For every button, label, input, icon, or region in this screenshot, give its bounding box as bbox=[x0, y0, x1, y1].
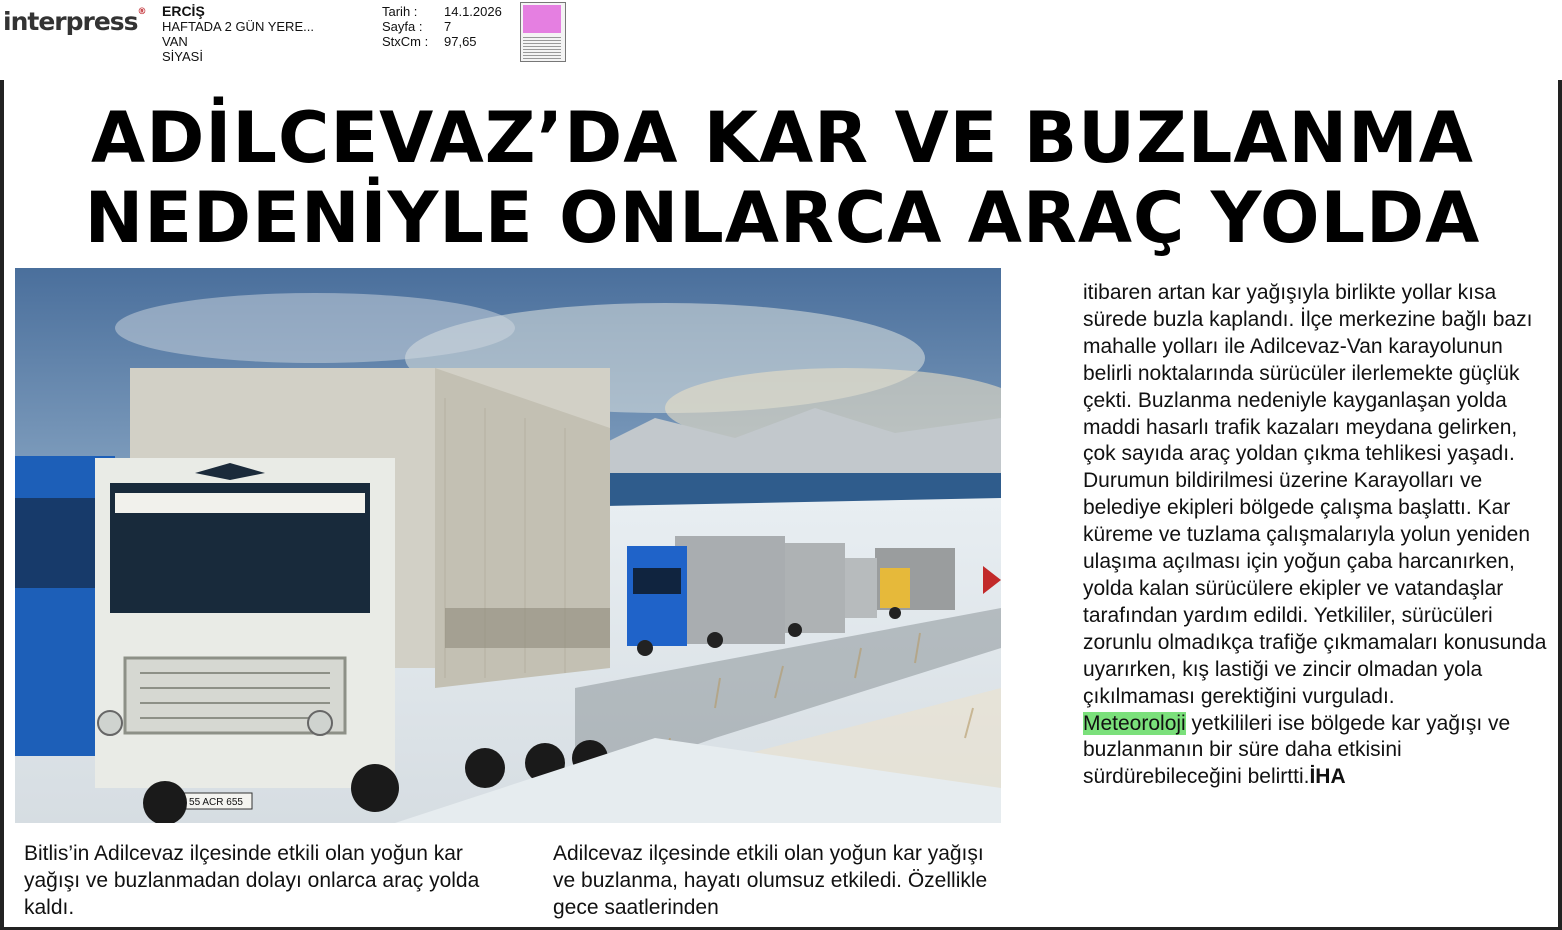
meta-date: Tarih : 14.1.2026 bbox=[382, 4, 502, 19]
clipping-meta bbox=[382, 4, 502, 49]
agency-signature: İHA bbox=[1309, 765, 1346, 789]
headline-line-2: NEDENİYLE ONLARCA ARAÇ YOLDA bbox=[84, 177, 1481, 259]
highlighted-keyword: Meteoroloji bbox=[1083, 711, 1186, 735]
interpress-logo bbox=[3, 7, 146, 36]
page-thumbnail[interactable] bbox=[520, 2, 566, 62]
body-paragraph-1: itibaren artan kar yağışıyla birlikte yollar kısa sürede buzla kaplandı. İlçe merkezine bağlı bazı mahalle yolları ile Adilcevaz-Van karayolunun belirli noktalarında sürücüler ilerlemekte güçlük çekti. Buzlanma nedeniyle kayganlaşan yolda maddi hasarlı trafik kazaları meydana gelirken, çok sayıda araç yoldan çıkma tehlikesi yaşadı. bbox=[1083, 281, 1533, 466]
publication-info bbox=[162, 4, 314, 64]
logo-registered-mark: ® bbox=[137, 7, 146, 17]
logo-text: interpress bbox=[3, 7, 138, 36]
body-paragraph-3-text: yetkilileri ise bölgede kar yağışı ve buzlanmanın bir süre daha etkisini sürdürebileceğini belirtti. bbox=[1083, 711, 1511, 789]
clipping-header bbox=[0, 0, 1562, 72]
article-photo-trucks-snow bbox=[15, 268, 1001, 823]
publication-category: SİYASİ bbox=[162, 49, 203, 64]
meta-page: Sayfa : 7 bbox=[382, 19, 452, 34]
publication-city: VAN bbox=[162, 34, 188, 49]
news-clipping bbox=[0, 80, 1562, 930]
license-plate-text: 55 ACR 655 bbox=[189, 797, 243, 808]
headline-line-1: ADİLCEVAZ’DA KAR VE BUZLANMA bbox=[91, 97, 1474, 179]
meta-stxcm: StxCm : 97,65 bbox=[382, 34, 477, 49]
body-paragraph-2: Durumun bildirilmesi üzerine Karayolları ve belediye ekipleri bölgede çalışma başlattı. Kar küreme ve tuzlama çalışmalarıyla yolun yeniden ulaşıma açılması için yoğun çaba harcanırken, yolda kalan sürücülere ekipler ve vatandaşlar tarafından yardım edildi. Yetkililer, sürücüleri zorunlu olmadıkça trafiğe çıkmamaları konusunda uyarırken, kış lastiği ve zincir olmadan yola çıkılmaması gerektiğini vurguladı. bbox=[1083, 469, 1547, 708]
publication-frequency: HAFTADA 2 GÜN YERE... bbox=[162, 19, 314, 34]
article-intro: Adilcevaz ilçesinde etkili olan yoğun kar yağışı ve buzlanma, hayatı olumsuz etkiledi. Özellikle gece saatlerinden bbox=[553, 842, 988, 919]
article-body bbox=[1083, 280, 1553, 791]
publication-name: ERCİŞ bbox=[162, 3, 205, 19]
body-paragraph-3 bbox=[1083, 711, 1553, 792]
photo-caption: Bitlis’in Adilcevaz ilçesinde etkili olan yoğun kar yağışı ve buzlanmadan dolayı onlarca araç yolda kaldı. bbox=[24, 842, 480, 919]
